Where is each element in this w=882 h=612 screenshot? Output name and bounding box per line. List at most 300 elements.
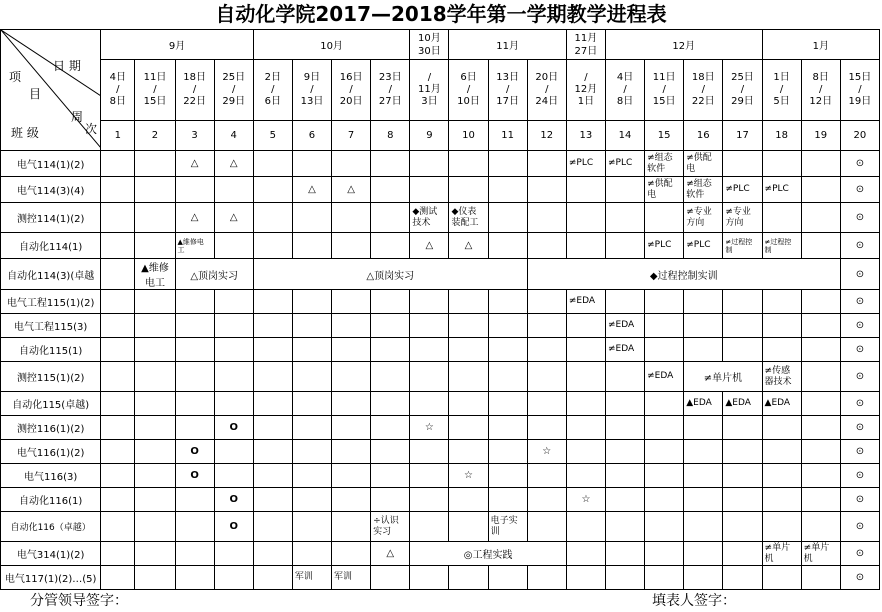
schedule-note: ≠PLC [607, 158, 633, 168]
schedule-cell [723, 314, 762, 338]
schedule-note: ≠EDA [568, 296, 596, 306]
class-row [1, 290, 880, 314]
schedule-cell [332, 362, 371, 392]
schedule-cell [801, 151, 840, 177]
date-range-cell: 9日 / 13日 [292, 60, 331, 121]
schedule-cell [762, 488, 801, 512]
schedule-note: ≠单片 机 [764, 542, 791, 564]
class-row [1, 314, 880, 338]
schedule-cell [527, 151, 566, 177]
schedule-cell [762, 362, 801, 392]
schedule-cell [214, 362, 253, 392]
schedule-cell [801, 542, 840, 566]
schedule-cell [292, 512, 331, 542]
week-number-cell: 15 [645, 121, 684, 151]
schedule-cell [410, 392, 449, 416]
schedule-cell [762, 512, 801, 542]
schedule-note: ▲維修电 工 [177, 237, 204, 254]
week-number-cell: 11 [488, 121, 527, 151]
class-row [1, 151, 880, 177]
schedule-cell [645, 566, 684, 590]
schedule-cell [527, 488, 566, 512]
schedule-cell [605, 440, 644, 464]
schedule-cell [101, 338, 135, 362]
class-name: 自动化114(1) [1, 233, 101, 259]
schedule-cell [101, 488, 135, 512]
schedule-cell [332, 440, 371, 464]
schedule-cell [605, 203, 644, 233]
schedule-note: ≠组态 软件 [686, 178, 712, 200]
exam-mark: ⊙ [840, 362, 879, 392]
exam-mark: ⊙ [840, 416, 879, 440]
schedule-cell [292, 314, 331, 338]
schedule-cell [135, 488, 175, 512]
schedule-cell [605, 392, 644, 416]
schedule-cell [566, 464, 605, 488]
week-number-cell: 3 [175, 121, 214, 151]
schedule-cell [684, 440, 723, 464]
exam-mark: ⊙ [840, 464, 879, 488]
schedule-cell [645, 440, 684, 464]
schedule-cell [801, 203, 840, 233]
triangle-mark: △ [371, 542, 410, 566]
schedule-cell [645, 542, 684, 566]
schedule-note: ≠EDA [647, 371, 674, 381]
schedule-cell [684, 338, 723, 362]
date-range-cell: 11日 / 15日 [135, 60, 175, 121]
month-cell: 12月 [605, 30, 762, 60]
schedule-cell [566, 566, 605, 590]
schedule-cell [645, 512, 684, 542]
week-number-cell: 10 [449, 121, 488, 151]
schedule-cell [410, 488, 449, 512]
schedule-cell [253, 314, 292, 338]
schedule-cell [762, 314, 801, 338]
schedule-cell [449, 290, 488, 314]
schedule-note: ≠EDA [607, 344, 635, 354]
schedule-cell [605, 314, 644, 338]
schedule-cell [801, 566, 840, 590]
schedule-note: ◆测试 技术 [412, 206, 438, 228]
schedule-cell [175, 290, 214, 314]
schedule-cell [253, 203, 292, 233]
schedule-cell [684, 392, 723, 416]
schedule-note: ≠PLC [725, 184, 750, 194]
schedule-cell [723, 290, 762, 314]
schedule-cell [101, 542, 135, 566]
week-number-cell: 6 [292, 121, 331, 151]
date-range-cell: 25日 / 29日 [723, 60, 762, 121]
week-number-cell: 16 [684, 121, 723, 151]
schedule-cell [605, 362, 644, 392]
schedule-cell [801, 488, 840, 512]
schedule-cell [566, 290, 605, 314]
star-mark: ☆ [566, 488, 605, 512]
schedule-cell [488, 290, 527, 314]
schedule-cell [214, 392, 253, 416]
exam-mark: ⊙ [840, 151, 879, 177]
schedule-cell [101, 440, 135, 464]
schedule-cell [449, 416, 488, 440]
schedule-cell [175, 314, 214, 338]
schedule-cell [175, 392, 214, 416]
schedule-cell [101, 203, 135, 233]
schedule-cell [566, 542, 605, 566]
schedule-cell [135, 416, 175, 440]
class-name: 自动化116（卓越） [1, 512, 101, 542]
week-number-cell: 12 [527, 121, 566, 151]
schedule-cell [762, 416, 801, 440]
corner-item-label: 项 [9, 70, 22, 84]
date-range-cell: 4日 / 8日 [605, 60, 644, 121]
schedule-cell [801, 338, 840, 362]
schedule-cell [527, 314, 566, 338]
schedule-cell [410, 203, 449, 233]
schedule-note: ≠PLC [686, 240, 711, 250]
week-number-cell: 14 [605, 121, 644, 151]
schedule-cell [214, 440, 253, 464]
schedule-cell [762, 203, 801, 233]
schedule-cell [684, 233, 723, 259]
schedule-cell [253, 392, 292, 416]
schedule-cell [723, 151, 762, 177]
schedule-cell [410, 177, 449, 203]
schedule-cell [645, 177, 684, 203]
leader-signature-label: 分管领导签字： [30, 593, 128, 609]
date-range-cell: 25日 / 29日 [214, 60, 253, 121]
schedule-span-cell: △顶岗实习 [175, 259, 253, 290]
schedule-cell [449, 440, 488, 464]
triangle-mark: △ [292, 177, 331, 203]
schedule-cell [605, 416, 644, 440]
schedule-table [0, 29, 880, 590]
circle-mark: O [175, 464, 214, 488]
class-name: 自动化116(1) [1, 488, 101, 512]
schedule-cell [101, 233, 135, 259]
schedule-cell [801, 416, 840, 440]
schedule-cell [605, 233, 644, 259]
schedule-cell [645, 488, 684, 512]
schedule-cell [135, 542, 175, 566]
schedule-cell [449, 512, 488, 542]
schedule-cell [645, 314, 684, 338]
schedule-cell [449, 203, 488, 233]
month-header-row [1, 30, 880, 60]
schedule-note: ≠供配 电 [686, 152, 712, 174]
exam-mark: ⊙ [840, 233, 879, 259]
schedule-cell [101, 566, 135, 590]
schedule-cell [101, 362, 135, 392]
schedule-cell [723, 440, 762, 464]
schedule-cell [214, 233, 253, 259]
star-mark: ☆ [527, 440, 566, 464]
class-name: 测控114(1)(2) [1, 203, 101, 233]
corner-date-label: 日 期 [53, 59, 81, 73]
schedule-cell [332, 151, 371, 177]
schedule-cell [684, 314, 723, 338]
schedule-cell [566, 338, 605, 362]
circle-mark: O [214, 416, 253, 440]
class-name: 测控115(1)(2) [1, 362, 101, 392]
schedule-cell [292, 542, 331, 566]
month-cell: 1月 [762, 30, 879, 60]
schedule-cell [214, 464, 253, 488]
schedule-cell [101, 464, 135, 488]
schedule-note: ◆仪表 装配工 [451, 206, 479, 228]
schedule-cell [101, 151, 135, 177]
schedule-cell [292, 151, 331, 177]
month-cell: 11月 27日 [566, 30, 605, 60]
schedule-cell [488, 464, 527, 488]
schedule-note: ≠专业 方向 [686, 206, 712, 228]
schedule-cell [332, 314, 371, 338]
schedule-cell [175, 177, 214, 203]
schedule-cell [332, 512, 371, 542]
schedule-note: ≠传感 器技术 [764, 365, 792, 387]
circle-mark: O [214, 512, 253, 542]
schedule-cell [371, 177, 410, 203]
schedule-cell [762, 233, 801, 259]
schedule-cell [488, 512, 527, 542]
schedule-cell [488, 440, 527, 464]
triangle-mark: △ [175, 151, 214, 177]
date-range-cell: 2日 / 6日 [253, 60, 292, 121]
date-range-cell: 20日 / 24日 [527, 60, 566, 121]
exam-mark: ⊙ [840, 566, 879, 590]
schedule-cell [645, 233, 684, 259]
schedule-cell [488, 566, 527, 590]
page-title: 自动化学院2017—2018学年第一学期教学进程表 [215, 2, 667, 26]
schedule-cell [566, 314, 605, 338]
schedule-cell [253, 362, 292, 392]
schedule-cell [762, 566, 801, 590]
schedule-cell [135, 233, 175, 259]
date-range-cell: 23日 / 27日 [371, 60, 410, 121]
schedule-cell [371, 151, 410, 177]
class-name: 电气116(1)(2) [1, 440, 101, 464]
schedule-cell [135, 314, 175, 338]
schedule-cell [214, 290, 253, 314]
class-name: 电气117(1)(2)…(5) [1, 566, 101, 590]
schedule-cell [410, 338, 449, 362]
schedule-cell [566, 512, 605, 542]
schedule-cell [449, 314, 488, 338]
schedule-cell [253, 151, 292, 177]
class-name: 自动化115(卓越) [1, 392, 101, 416]
month-cell: 10月 30日 [410, 30, 449, 60]
schedule-cell [645, 464, 684, 488]
schedule-cell [488, 488, 527, 512]
class-name: 电气工程115(1)(2) [1, 290, 101, 314]
schedule-cell [253, 566, 292, 590]
class-name: 测控116(1)(2) [1, 416, 101, 440]
schedule-cell [253, 464, 292, 488]
schedule-note: ▲EDA [686, 398, 712, 408]
schedule-cell [101, 416, 135, 440]
schedule-cell [566, 440, 605, 464]
schedule-cell [292, 338, 331, 362]
schedule-cell [253, 440, 292, 464]
schedule-cell [332, 464, 371, 488]
schedule-cell [762, 464, 801, 488]
schedule-cell [371, 314, 410, 338]
schedule-cell [253, 233, 292, 259]
schedule-cell [723, 542, 762, 566]
date-range-cell: 4日 / 8日 [101, 60, 135, 121]
class-name: 电气114(3)(4) [1, 177, 101, 203]
schedule-cell [684, 290, 723, 314]
class-row [1, 566, 880, 590]
triangle-mark: △ [175, 203, 214, 233]
date-range-cell: 8日 / 12日 [801, 60, 840, 121]
schedule-cell [801, 512, 840, 542]
schedule-cell [566, 416, 605, 440]
schedule-cell [684, 566, 723, 590]
triangle-mark: △ [410, 233, 449, 259]
schedule-cell [527, 566, 566, 590]
schedule-cell [566, 392, 605, 416]
week-number-cell: 1 [101, 121, 135, 151]
schedule-note: ≠过程控 制 [725, 237, 753, 254]
schedule-cell [214, 177, 253, 203]
triangle-mark: △ [332, 177, 371, 203]
class-name: 电气工程115(3) [1, 314, 101, 338]
class-row [1, 203, 880, 233]
schedule-note: ÷认识 实习 [373, 515, 399, 537]
exam-mark: ⊙ [840, 177, 879, 203]
schedule-cell [449, 392, 488, 416]
class-name: 电气314(1)(2) [1, 542, 101, 566]
schedule-cell [801, 362, 840, 392]
schedule-cell [253, 177, 292, 203]
schedule-note: ▲EDA [764, 398, 791, 408]
schedule-cell [527, 233, 566, 259]
class-row [1, 259, 880, 290]
schedule-cell [449, 177, 488, 203]
schedule-cell [488, 416, 527, 440]
date-range-cell: 6日 / 10日 [449, 60, 488, 121]
week-number-cell: 9 [410, 121, 449, 151]
class-row [1, 464, 880, 488]
schedule-note: ≠EDA [607, 320, 635, 330]
schedule-cell [135, 392, 175, 416]
schedule-cell [410, 362, 449, 392]
star-mark: ☆ [449, 464, 488, 488]
schedule-cell [449, 566, 488, 590]
schedule-cell [605, 566, 644, 590]
schedule-cell [371, 233, 410, 259]
schedule-cell [605, 464, 644, 488]
month-cell: 9月 [101, 30, 253, 60]
date-range-cell: 13日 / 17日 [488, 60, 527, 121]
exam-mark: ⊙ [840, 338, 879, 362]
schedule-cell [332, 566, 371, 590]
week-number-cell: 19 [801, 121, 840, 151]
class-row [1, 512, 880, 542]
class-row [1, 233, 880, 259]
schedule-cell [214, 542, 253, 566]
schedule-cell [371, 440, 410, 464]
schedule-cell [723, 416, 762, 440]
star-mark: ☆ [410, 416, 449, 440]
month-cell: 10月 [253, 30, 410, 60]
schedule-cell [371, 290, 410, 314]
schedule-note: ≠过程控 制 [764, 237, 792, 254]
schedule-cell [723, 233, 762, 259]
schedule-cell [292, 464, 331, 488]
date-range-cell: 1日 / 5日 [762, 60, 801, 121]
schedule-note: ▲EDA [725, 398, 751, 408]
schedule-cell [410, 464, 449, 488]
schedule-cell [101, 512, 135, 542]
schedule-cell [135, 464, 175, 488]
schedule-cell [723, 488, 762, 512]
exam-mark: ⊙ [840, 512, 879, 542]
week-number-cell: 17 [723, 121, 762, 151]
schedule-cell [684, 464, 723, 488]
schedule-span-cell: ≠单片机 [684, 362, 762, 392]
schedule-cell [527, 512, 566, 542]
schedule-cell [292, 362, 331, 392]
date-range-cell: 18日 / 22日 [175, 60, 214, 121]
schedule-cell [371, 464, 410, 488]
schedule-cell [645, 392, 684, 416]
circle-mark: O [175, 440, 214, 464]
schedule-cell [292, 440, 331, 464]
schedule-cell [723, 464, 762, 488]
date-range-cell: / 12月 1日 [566, 60, 605, 121]
schedule-cell [605, 488, 644, 512]
week-number-cell: 4 [214, 121, 253, 151]
schedule-cell [371, 512, 410, 542]
schedule-cell [566, 151, 605, 177]
schedule-cell [566, 177, 605, 203]
schedule-cell [135, 290, 175, 314]
schedule-cell [175, 233, 214, 259]
exam-mark: ⊙ [840, 392, 879, 416]
schedule-note: 电子实 训 [490, 515, 518, 537]
schedule-cell [175, 512, 214, 542]
schedule-cell [175, 338, 214, 362]
schedule-cell [332, 203, 371, 233]
class-row [1, 362, 880, 392]
schedule-cell [645, 290, 684, 314]
schedule-cell [135, 151, 175, 177]
schedule-note: ≠PLC [647, 240, 672, 250]
schedule-cell [645, 362, 684, 392]
schedule-cell [488, 338, 527, 362]
schedule-cell [527, 392, 566, 416]
schedule-cell [410, 151, 449, 177]
schedule-cell [527, 464, 566, 488]
class-row [1, 416, 880, 440]
schedule-cell [101, 314, 135, 338]
schedule-cell [527, 416, 566, 440]
exam-mark: ⊙ [840, 314, 879, 338]
schedule-cell [762, 542, 801, 566]
class-name: 自动化115(1) [1, 338, 101, 362]
schedule-cell [488, 177, 527, 203]
date-range-cell: / 11月 3日 [410, 60, 449, 121]
schedule-cell [292, 233, 331, 259]
schedule-cell [801, 440, 840, 464]
class-row [1, 440, 880, 464]
date-range-cell: 15日 / 19日 [840, 60, 879, 121]
schedule-cell [410, 566, 449, 590]
schedule-cell [449, 488, 488, 512]
date-range-cell: 18日 / 22日 [684, 60, 723, 121]
class-row [1, 177, 880, 203]
